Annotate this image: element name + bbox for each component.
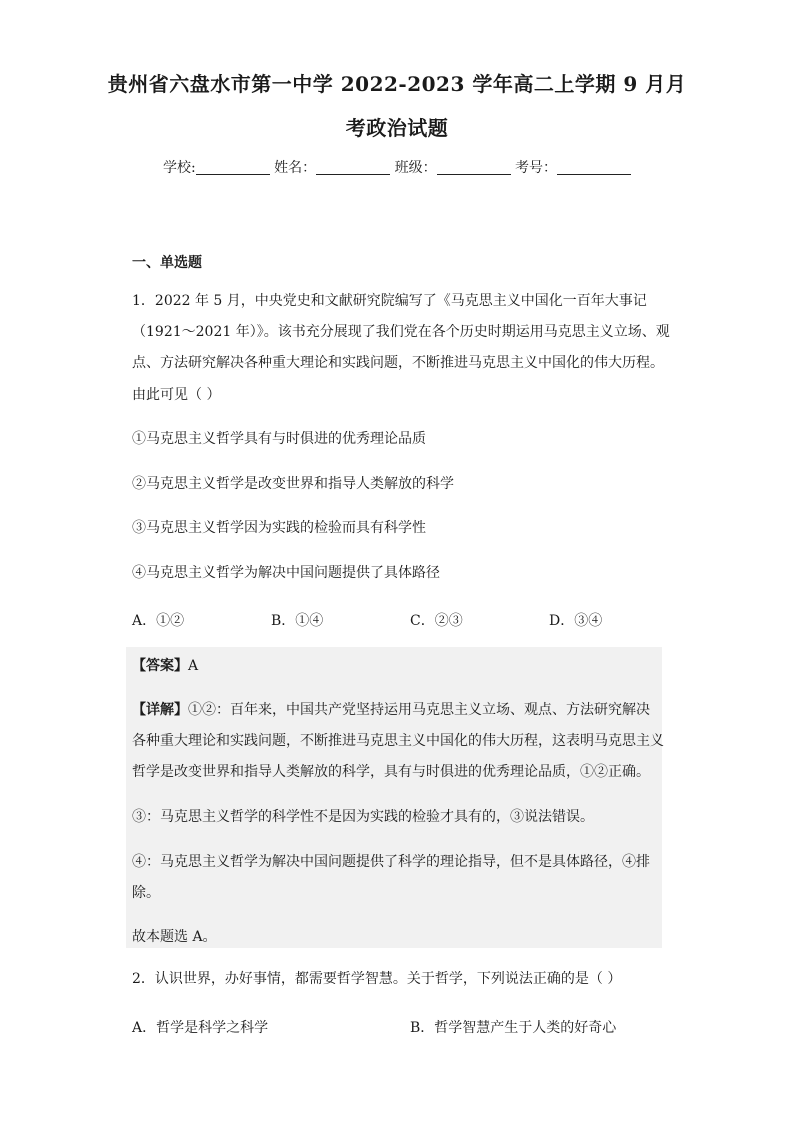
q1-detail-line1 (132, 699, 650, 719)
q1-statement-3: ③马克思主义哲学因为实践的检验而具有科学性 (132, 520, 426, 536)
school-label: 学校: (162, 160, 196, 176)
detail-label: 【详解】 (132, 702, 188, 718)
answer-value: A (188, 658, 199, 674)
class-blank (437, 160, 511, 175)
exam-title-line2: 考政治试题 (345, 116, 449, 140)
q1-conclusion: 故本题选 A。 (132, 929, 217, 945)
q2-option-a[interactable]: A．哲学是科学之科学 (132, 1020, 269, 1036)
q2-option-b[interactable]: B．哲学智慧产生于人类的好奇心 (410, 1020, 617, 1036)
name-blank (316, 160, 390, 175)
class-label: 班级： (394, 160, 437, 176)
q1-statement-4: ④马克思主义哲学为解决中国问题提供了具体路径 (132, 565, 440, 581)
q1-stem-line2: （1921～2021 年）》。该书充分展现了我们党在各个历史时期运用马克思主义立场、观 (132, 324, 670, 340)
student-info-row (0, 157, 794, 177)
answer-label: 【答案】 (132, 658, 188, 674)
q2-stem: 2．认识世界，办好事情，都需要哲学智慧。关于哲学，下列说法正确的是（ ） (132, 971, 622, 987)
q1-option-b[interactable]: B．①④ (271, 613, 324, 629)
q1-option-a[interactable]: A．①② (132, 613, 185, 629)
q1-stem-line4: 由此可见（ ） (132, 387, 221, 403)
q1-stem-line1: 1．2022 年 5 月，中央党史和文献研究院编写了《马克思主义中国化一百年大事记 (132, 293, 647, 309)
q1-point3: ③：马克思主义哲学的科学性不是因为实践的检验才具有的，③说法错误。 (132, 809, 594, 825)
q1-answer-row (132, 655, 198, 675)
name-label: 姓名： (274, 160, 317, 176)
q1-statement-2: ②马克思主义哲学是改变世界和指导人类解放的科学 (132, 476, 454, 492)
q1-point4-line2: 除。 (132, 885, 160, 901)
q1-option-d[interactable]: D．③④ (549, 613, 603, 629)
section-title: 一、单选题 (132, 255, 202, 271)
q1-detail-line3: 哲学是改变世界和指导人类解放的科学，具有与时俱进的优秀理论品质，①②正确。 (132, 764, 650, 780)
exam-number-blank (557, 160, 631, 175)
q1-statement-1: ①马克思主义哲学具有与时俱进的优秀理论品质 (132, 431, 426, 447)
detail-text-1: ①②：百年来，中国共产党坚持运用马克思主义立场、观点、方法研究解决 (188, 702, 650, 718)
exam-title-line1: 贵州省六盘水市第一中学 2022-2023 学年高二上学期 9 月月 (107, 72, 687, 96)
school-blank (196, 160, 270, 175)
q1-option-c[interactable]: C．②③ (410, 613, 463, 629)
q1-answer-box (126, 647, 662, 948)
exam-number-label: 考号： (515, 160, 558, 176)
q1-stem-line3: 点、方法研究解决各种重大理论和实践问题，不断推进马克思主义中国化的伟大历程。 (132, 355, 664, 371)
q1-point4-line1: ④：马克思主义哲学为解决中国问题提供了科学的理论指导，但不是具体路径，④排 (132, 854, 650, 870)
q1-detail-line2: 各种重大理论和实践问题，不断推进马克思主义中国化的伟大历程，这表明马克思主义 (132, 733, 664, 749)
